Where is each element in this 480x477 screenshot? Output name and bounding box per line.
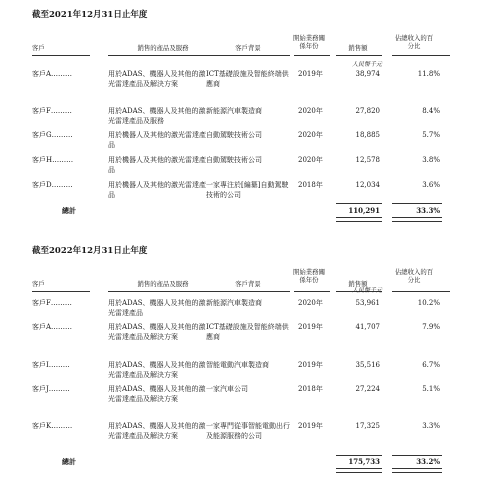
table-cell-percentage: 5.7% (422, 131, 440, 139)
table-cell-customer: 客戶A……… (32, 70, 73, 78)
table-cell-percentage: 7.9% (422, 323, 440, 331)
table-cell-sales: 27,820 (355, 107, 380, 115)
header-sales: 銷售額 (348, 280, 368, 288)
header-rule (206, 55, 290, 56)
table-cell-customer: 客戶K……… (32, 422, 73, 430)
table-cell-background: 新能源汽車製造商 (206, 107, 262, 115)
total-rule (392, 455, 442, 456)
table-cell-background: 一家專門從事智能電動出行及能源服務的公司 (206, 422, 290, 440)
table-cell-products: 用於ADAS、機器人及其他的激光雷達產品及解決方案 (108, 361, 206, 379)
table-cell-customer: 客戶J……… (32, 385, 70, 393)
table-cell-products: 用於ADAS、機器人及其他的激光雷達產品及解決方案 (108, 323, 206, 341)
table-cell-percentage: 3.8% (422, 156, 440, 164)
table-cell-products: 用於ADAS、機器人及其他的激光雷達產品及解決方案 (108, 422, 206, 440)
table-cell-customer: 客戶F……… (32, 299, 72, 307)
table-cell-sales: 35,516 (355, 361, 380, 369)
section-title: 截至2022年12月31日止年度 (32, 246, 148, 256)
unit-label: 人民幣千元 (351, 287, 382, 294)
table-cell-year: 2018年 (298, 385, 323, 393)
table-cell-customer: 客戶A……… (32, 323, 73, 331)
header-customer: 客戶 (32, 280, 45, 288)
table-cell-year: 2019年 (298, 323, 323, 331)
table-cell-percentage: 3.6% (422, 181, 440, 189)
table-cell-year: 2020年 (298, 156, 323, 164)
header-rule (392, 291, 450, 292)
header-background: 客戶背景 (235, 44, 261, 52)
header-rule (32, 291, 90, 292)
header-rule (392, 55, 450, 56)
table-cell-customer: 客戶D……… (32, 181, 73, 189)
total-percentage: 33.2% (416, 457, 440, 466)
table-cell-percentage: 5.1% (422, 385, 440, 393)
table-cell-year: 2018年 (298, 181, 323, 189)
header-percentage: 佔總收入的百分比 (394, 268, 434, 284)
header-products: 銷售的產品及服務 (137, 280, 189, 288)
table-cell-customer: 客戶I……… (32, 361, 70, 369)
table-cell-background: ICT基礎設施及智能終端供應商 (206, 70, 289, 88)
total-rule (336, 455, 382, 456)
table-cell-products: 用於ADAS、機器人及其他的激光雷達產品 (108, 299, 206, 317)
table-cell-sales: 38,974 (355, 70, 380, 78)
table-cell-sales: 27,224 (355, 385, 380, 393)
header-percentage: 佔總收入的百分比 (394, 34, 434, 50)
table-cell-products: 用於機器人及其他的激光雷達產品 (108, 181, 206, 199)
total-sales: 110,291 (348, 206, 380, 215)
table-cell-background: ICT基礎設施及智能終端供應商 (206, 323, 289, 341)
table-cell-background: 一家汽車公司 (206, 385, 248, 393)
table-cell-percentage: 6.7% (422, 361, 440, 369)
table-cell-sales: 18,885 (355, 131, 380, 139)
table-cell-customer: 客戶F……… (32, 107, 72, 115)
table-cell-year: 2019年 (298, 422, 323, 430)
header-sales: 銷售額 (348, 44, 368, 52)
table-cell-year: 2019年 (298, 70, 323, 78)
total-label: 總計 (62, 206, 76, 215)
header-rule (32, 55, 90, 56)
total-rule (392, 203, 442, 204)
table-cell-products: 用於ADAS、機器人及其他的激光雷達產品及解決方案 (108, 70, 206, 88)
header-rule (294, 291, 330, 292)
table-cell-percentage: 8.4% (422, 107, 440, 115)
table-cell-background: 自動駕駛技術公司 (206, 131, 262, 139)
table-cell-products: 用於ADAS、機器人及其他的激光雷達產品及服務 (108, 107, 206, 125)
table-cell-percentage: 10.2% (417, 299, 440, 307)
table-cell-products: 用於ADAS、機器人及其他的激光雷達產品及解決方案 (108, 385, 206, 403)
header-start-year: 開始業務關係年份 (293, 34, 325, 50)
double-underline (336, 468, 382, 473)
section-title: 截至2021年12月31日止年度 (32, 10, 148, 20)
table-cell-background: 一家專注於[編纂]自動駕駛技術的公司 (206, 181, 289, 199)
table-cell-year: 2019年 (298, 361, 323, 369)
header-customer: 客戶 (32, 44, 45, 52)
header-rule (108, 291, 210, 292)
table-cell-sales: 53,961 (355, 299, 380, 307)
header-start-year: 開始業務關係年份 (293, 268, 325, 284)
total-rule (336, 203, 382, 204)
double-underline (392, 217, 442, 222)
table-cell-sales: 12,578 (355, 156, 380, 164)
table-cell-percentage: 3.3% (422, 422, 440, 430)
double-underline (392, 468, 442, 473)
header-rule (336, 55, 382, 56)
total-percentage: 33.3% (416, 206, 440, 215)
unit-label: 人民幣千元 (351, 61, 382, 68)
table-cell-sales: 12,034 (355, 181, 380, 189)
table-cell-background: 新能源汽車製造商 (206, 299, 262, 307)
table-cell-sales: 17,325 (355, 422, 380, 430)
table-cell-products: 用於機器人及其他的激光雷達產品 (108, 156, 206, 174)
table-cell-year: 2020年 (298, 107, 323, 115)
table-cell-year: 2020年 (298, 299, 323, 307)
table-cell-percentage: 11.8% (417, 70, 440, 78)
header-rule (206, 291, 290, 292)
table-cell-customer: 客戶G……… (32, 131, 73, 139)
header-background: 客戶背景 (235, 280, 261, 288)
table-cell-background: 自動駕駛技術公司 (206, 156, 262, 164)
table-cell-products: 用於機器人及其他的激光雷達產品 (108, 131, 206, 149)
table-cell-sales: 41,707 (355, 323, 380, 331)
total-label: 總計 (62, 457, 76, 466)
double-underline (336, 217, 382, 222)
total-sales: 175,733 (348, 457, 380, 466)
header-products: 銷售的產品及服務 (137, 44, 189, 52)
table-cell-customer: 客戶H……… (32, 156, 74, 164)
table-cell-background: 智能電動汽車製造商 (206, 361, 269, 369)
table-cell-year: 2020年 (298, 131, 323, 139)
header-rule (108, 55, 210, 56)
header-rule (294, 55, 330, 56)
